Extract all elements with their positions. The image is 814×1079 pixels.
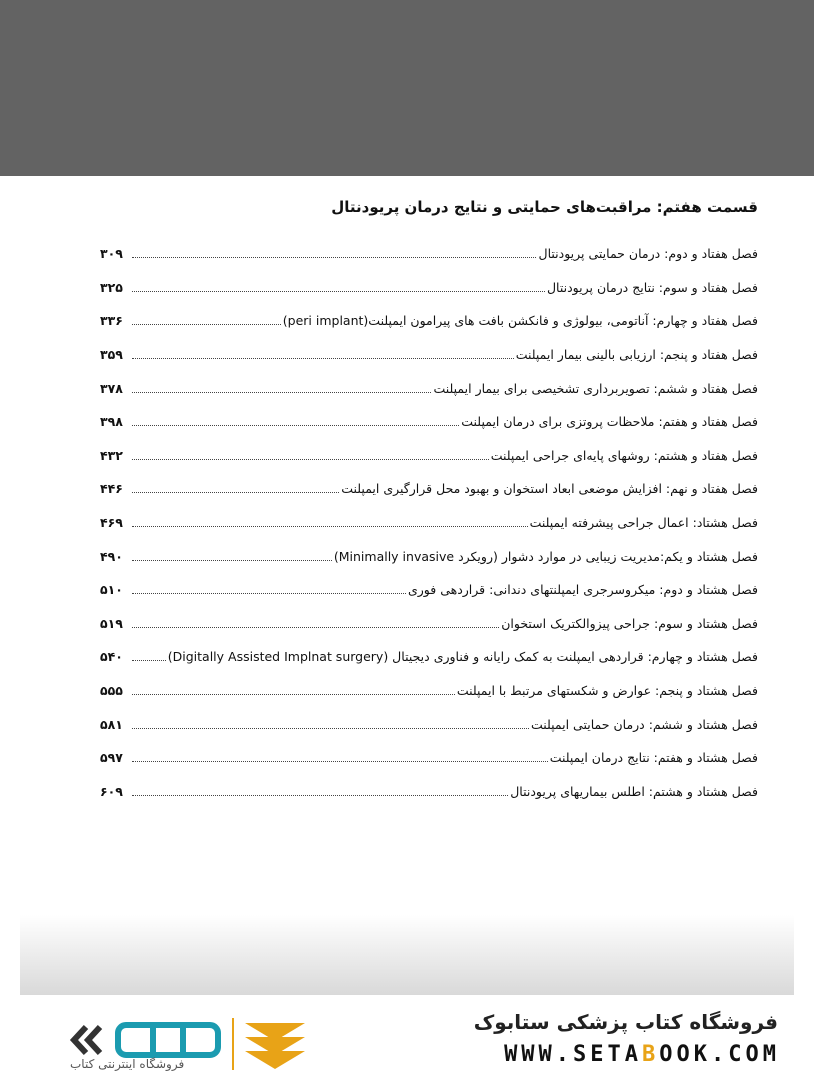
toc-page-number: ۴۹۰ <box>100 548 123 564</box>
toc-title: فصل هفتاد و دوم: درمان حمایتی پریودنتال <box>538 246 758 262</box>
toc-page-number: ۳۲۵ <box>100 279 123 295</box>
toc-page-number: ۵۸۱ <box>100 716 123 732</box>
url-highlight: B <box>642 1042 660 1067</box>
logo-tagline: فروشگاه اینترنتی کتاب <box>70 1057 185 1071</box>
toc-row[interactable] <box>100 472 758 506</box>
toc-row[interactable] <box>100 439 758 473</box>
toc-page-number: ۴۳۲ <box>100 447 123 463</box>
toc-leader-dots <box>132 795 508 796</box>
toc-title: فصل هشتاد: اعمال جراحی پیشرفته ایمپلنت <box>529 515 758 531</box>
toc-row[interactable] <box>100 371 758 405</box>
toc-page-number: ۴۶۹ <box>100 515 123 531</box>
toc-row[interactable] <box>100 304 758 338</box>
store-url[interactable] <box>504 1042 780 1067</box>
toc-leader-dots <box>132 593 406 594</box>
toc-leader-dots <box>132 324 281 325</box>
toc-page-number: ۵۹۷ <box>100 750 123 766</box>
toc-row[interactable] <box>100 741 758 775</box>
toc-row[interactable] <box>100 506 758 540</box>
toc-leader-dots <box>132 492 339 493</box>
toc-leader-dots <box>132 660 166 661</box>
toc-title: فصل هشتاد و پنجم: عوارض و شکستهای مرتبط با ایمپلنت <box>456 683 758 699</box>
toc-title: فصل هشتاد و سوم: جراحی پیزوالکتریک استخوان <box>501 615 758 631</box>
toc-page-number: ۴۴۶ <box>100 481 123 497</box>
url-part2: OOK.COM <box>659 1042 780 1067</box>
footer-fade <box>20 915 794 995</box>
toc-row[interactable] <box>100 271 758 305</box>
toc-leader-dots <box>132 694 455 695</box>
toc-leader-dots <box>132 728 529 729</box>
toc-page-number: ۳۷۸ <box>100 380 123 396</box>
toc-title: فصل هشتاد و هشتم: اطلس بیماریهای پریودنتال <box>510 783 758 799</box>
toc-title: فصل هشتاد و دوم: میکروسرجری ایمپلنتهای دندانی: قراردهی فوری <box>407 582 758 598</box>
toc-leader-dots <box>132 257 536 258</box>
toc-row[interactable] <box>100 775 758 809</box>
toc-title: فصل هفتاد و سوم: نتایج درمان پریودنتال <box>546 279 758 295</box>
toc-row[interactable] <box>100 674 758 708</box>
toc-title: فصل هشتاد و یکم:مدیریت زیبایی در موارد دشوار (رویکرد Minimally invasive) <box>333 548 758 564</box>
toc-title: فصل هشتاد و ششم: درمان حمایتی ایمپلنت <box>530 716 758 732</box>
section-title: قسمت هفتم: مراقبت‌های حمایتی و نتایج درمان پریودنتال <box>331 198 758 216</box>
toc-title: فصل هفتاد و چهارم: آناتومی، بیولوژی و فانکشن بافت های پیرامون ایمپلنت(peri implant) <box>282 313 758 329</box>
toc-leader-dots <box>132 392 431 393</box>
toc-leader-dots <box>132 761 548 762</box>
toc-title: فصل هفتاد و هفتم: ملاحظات پروتزی برای درمان ایمپلنت <box>461 414 758 430</box>
toc-leader-dots <box>132 358 514 359</box>
toc-page-number: ۳۹۸ <box>100 414 123 430</box>
toc-row[interactable] <box>100 707 758 741</box>
toc-row[interactable] <box>100 539 758 573</box>
toc-page-number: ۵۵۵ <box>100 683 123 699</box>
toc-row[interactable] <box>100 640 758 674</box>
toc-leader-dots <box>132 291 545 292</box>
toc-page-number: ۵۱۹ <box>100 615 123 631</box>
toc-row[interactable] <box>100 338 758 372</box>
toc-page-number: ۵۱۰ <box>100 582 123 598</box>
toc-leader-dots <box>132 560 332 561</box>
toc-leader-dots <box>132 425 459 426</box>
toc-title: فصل هفتاد و هشتم: روشهای پایه‌ای جراحی ایمپلنت <box>490 447 758 463</box>
store-name: فروشگاه کتاب پزشکی ستابوک <box>473 1010 778 1034</box>
url-part1: WWW.SETA <box>504 1042 643 1067</box>
toc-title: فصل هفتاد و پنجم: ارزیابی بالینی بیمار ایمپلنت <box>515 347 758 363</box>
logo-divider <box>232 1018 234 1070</box>
toc-row[interactable] <box>100 607 758 641</box>
toc-row[interactable] <box>100 237 758 271</box>
toc-page-number: ۵۴۰ <box>100 649 123 665</box>
toc-row[interactable] <box>100 405 758 439</box>
toc-leader-dots <box>132 459 489 460</box>
toc-title: فصل هفتاد و نهم: افزایش موضعی ابعاد استخوان و بهبود محل قرارگیری ایمپلنت <box>341 481 758 497</box>
toc-page-number: ۳۰۹ <box>100 246 123 262</box>
toc-title: فصل هفتاد و ششم: تصویربرداری تشخیصی برای بیمار ایمپلنت <box>433 380 758 396</box>
toc-row[interactable] <box>100 573 758 607</box>
toc-page-number: ۳۵۹ <box>100 347 123 363</box>
top-gray-band <box>0 0 814 176</box>
toc-page-number: ۶۰۹ <box>100 783 123 799</box>
toc-page-number: ۳۳۶ <box>100 313 123 329</box>
toc-leader-dots <box>132 627 499 628</box>
toc-title: فصل هشتاد و چهارم: قراردهی ایمپلنت به کمک رایانه و فناوری دیجیتال (Digitally Assisted Implnat surgery) <box>167 649 758 665</box>
toc-title: فصل هشتاد و هفتم: نتایج درمان ایمپلنت <box>549 750 758 766</box>
table-of-contents <box>100 237 758 808</box>
toc-leader-dots <box>132 526 528 527</box>
